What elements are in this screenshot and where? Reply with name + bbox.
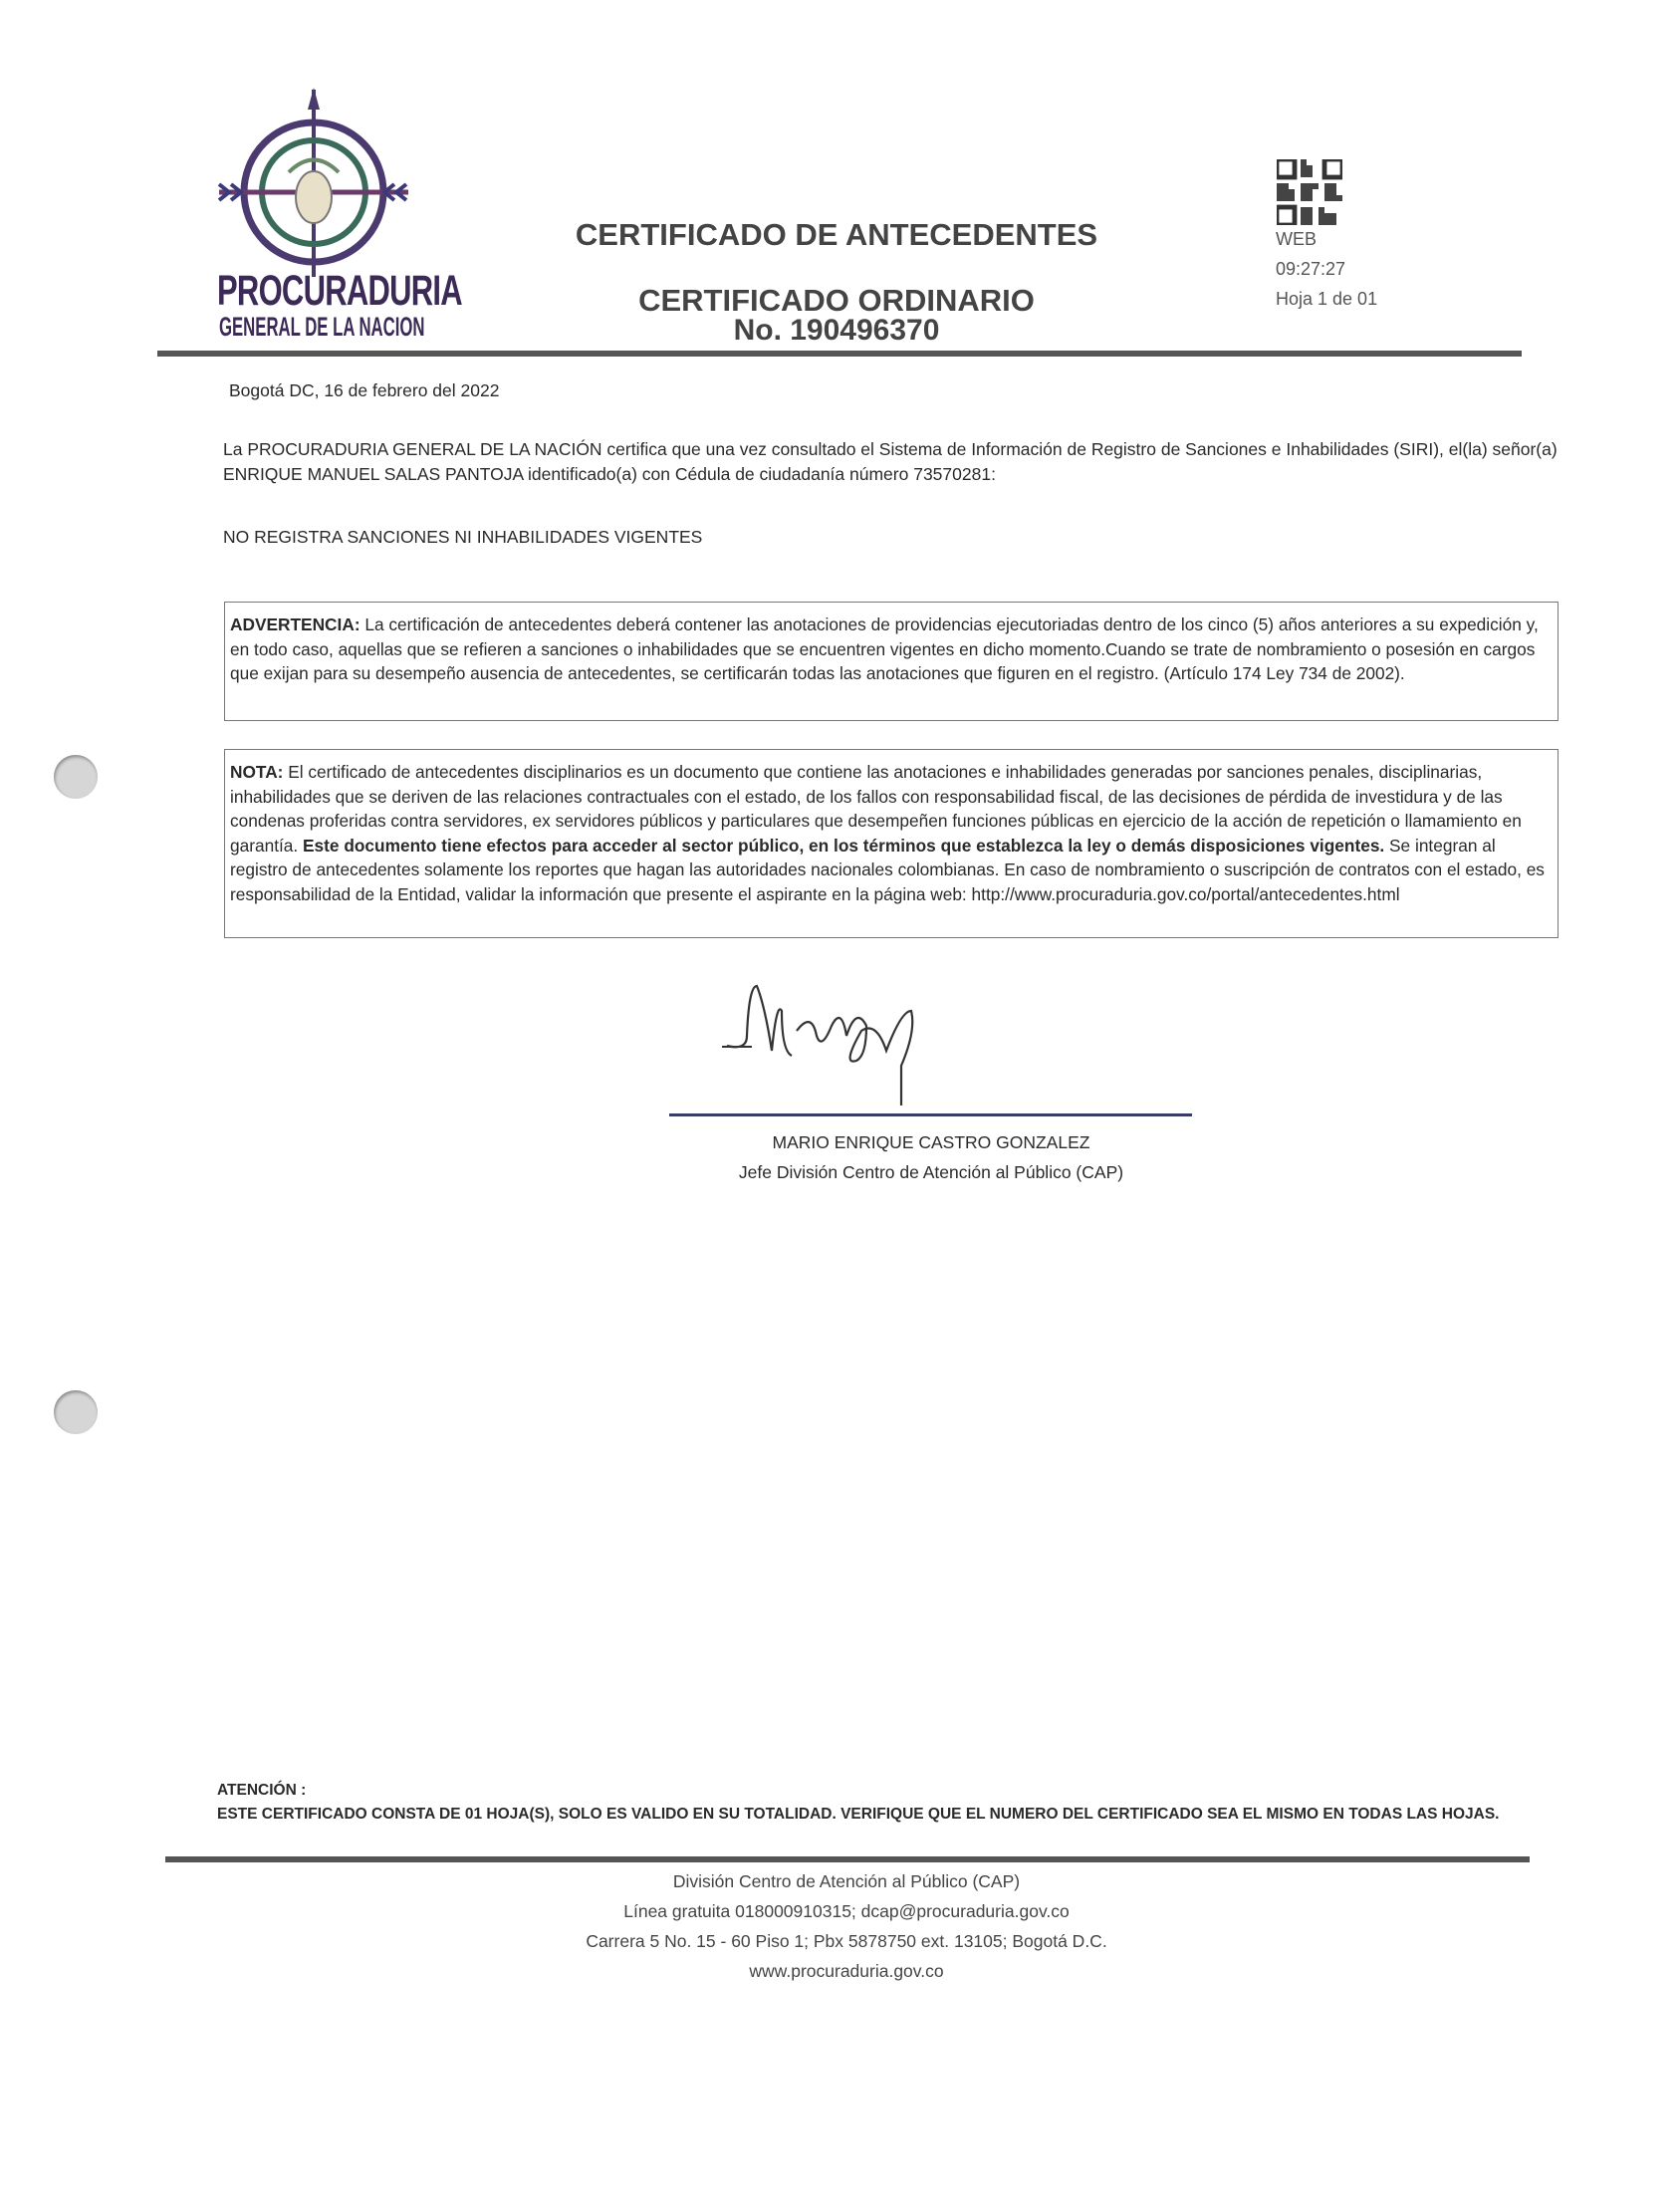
issue-time: 09:27:27 [1276,259,1346,279]
footer-website: www.procuraduria.gov.co [749,1961,944,1981]
certificate-number: No. 190496370 [733,314,940,347]
issue-date: Bogotá DC, 16 de febrero del 2022 [229,380,500,400]
nota-label: NOTA: [230,762,284,782]
nota-bold-text: Este documento tiene efectos para acceder al sector público, en los términos que establezca la ley o demás disposiciones vigentes. [303,835,1385,856]
page-indicator: Hoja 1 de 01 [1276,289,1378,309]
sanctions-result: NO REGISTRA SANCIONES NI INHABILIDADES VIGENTES [223,527,703,547]
attention-text: ESTE CERTIFICADO CONSTA DE 01 HOJA(S), SOLO ES VALIDO EN SU TOTALIDAD. VERIFIQUE QUE EL NUMERO DEL CERTIFICADO SEA EL MISMO EN TODAS LAS HOJAS. [217,1806,1500,1823]
qr-code-icon [1277,159,1342,225]
footer-department: División Centro de Atención al Público (CAP) [672,1871,1021,1891]
channel-label: WEB [1276,229,1318,249]
footer-address: Carrera 5 No. 15 - 60 Piso 1; Pbx 5878750 ext. 13105; Bogotá D.C. [586,1931,1107,1951]
signatory-position: Jefe División Centro de Atención al Público (CAP) [738,1162,1124,1182]
punch-hole [54,1390,98,1434]
attention-notice [217,1779,1502,1827]
advertencia-box [224,602,1559,721]
logo-text: PROCURADURIA [217,267,462,315]
signatory-name: MARIO ENRIQUE CASTRO GONZALEZ [772,1132,1090,1152]
nota-text-continued: Se integran al registro de antecedentes solamente los reportes que hagan las autoridades nacionales colombianas. En caso de nombramiento o suscripción de contratos con el estado, es responsabilidad de la Entidad, validar la información que presente el aspirante en la página web: http://www.procuraduria.gov.co/portal/antecedentes.html [230,835,1545,904]
document-title: CERTIFICADO DE ANTECEDENTES [575,217,1098,252]
signature-icon [717,971,976,1110]
nota-box [224,749,1559,938]
certification-intro: La PROCURADURIA GENERAL DE LA NACIÓN certifica que una vez consultado el Sistema de Información de Registro de Sanciones e Inhabilidades (SIRI), el(la) señor(a) ENRIQUE MANUEL SALAS PANTOJA identificado(a) con Cédula de ciudadanía número 73570281: [223,439,1558,484]
footer-contact [349,1866,1344,1986]
header-divider [157,351,1522,357]
attention-label: ATENCIÓN : [217,1782,307,1799]
nota-text: El certificado de antecedentes disciplinarios es un documento que contiene las anotaciones e inhabilidades generadas por sanciones penales, disciplinarias, inhabilidades que se deriven de las relaciones contractuales con el estado, de los fallos con responsabilidad fiscal, de las decisiones de pérdida de investidura y de las condenas proferidas contra servidores, ex servidores públicos y particulares que desempeñen funciones públicas en ejercicio de la acción de repetición o llamamiento en garantía. [230,762,1522,856]
punch-hole [54,755,98,799]
advertencia-label: ADVERTENCIA: [230,614,360,634]
footer-phone-email: Línea gratuita 018000910315; dcap@procuraduria.gov.co [623,1901,1070,1921]
logo-subtext: GENERAL DE LA NACION [219,312,425,342]
advertencia-text: La certificación de antecedentes deberá contener las anotaciones de providencias ejecutoriadas dentro de los cinco (5) años anteriores a su expedición y, en todo caso, aquellas que se refieren a sanciones o inhabilidades que se encuentren vigentes en dicho momento.Cuando se trate de nombramiento o posesión en cargos que exijan para su desempeño ausencia de antecedentes, se certificarán todas las anotaciones que figuren en el registro. (Artículo 174 Ley 734 de 2002). [230,614,1539,683]
signature-line [669,1113,1192,1116]
footer-divider [165,1856,1530,1862]
document-subtitle: CERTIFICADO ORDINARIO [638,283,1035,318]
